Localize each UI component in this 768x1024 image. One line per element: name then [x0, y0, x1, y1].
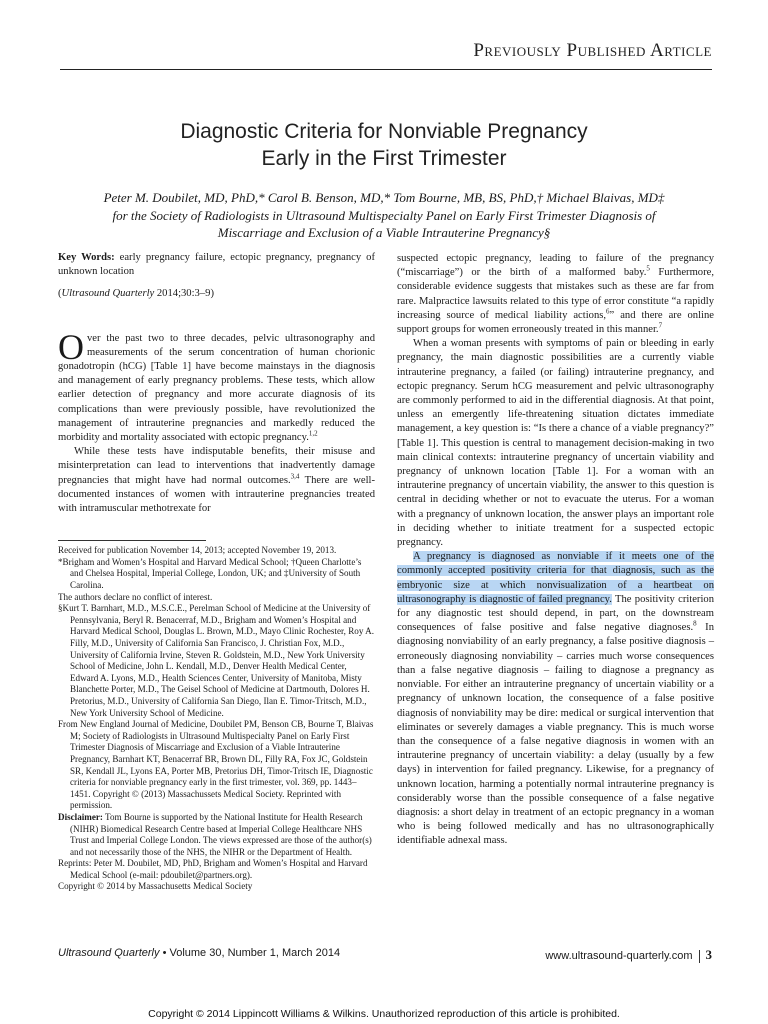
paragraph-text: There are well-documented instances of women with intrauterine pregnancies treated with intramuscular methotrexate for — [58, 474, 375, 515]
authors-line-3: Miscarriage and Exclusion of a Viable Intrauterine Pregnancy§ — [217, 225, 551, 240]
footer-separator — [699, 950, 700, 963]
footnote-source: From New England Journal of Medicine, Doubilet PM, Benson CB, Bourne T, Blaivas M; Society of Radiologists in Ultrasound Multispecialty Panel on Early First Trimester Diagnosis of Miscarriage and Exclusion of a Viable Intrauterine Pregnancy, Barnhart KT, Benacerraf BR, Brown DL, Filly RA, Fox JC, Goldstein SR, Kendall JL, Lyons EA, Porter MB, Pretorius DH, Timor-Tritsch IE, Diagnostic criteria for nonviable pregnancy early in the first trimester, vol. 369, pp. 1443–1451. Copyright © (2013) Massachussets Medical Society. Reprinted with permission. — [58, 719, 374, 811]
authors-line-1: Peter M. Doubilet, MD, PhD,* Carol B. Benson, MD,* Tom Bourne, MB, BS, PhD,† Michael Blaivas, MD‡ — [103, 190, 665, 205]
footer-bullet: • — [162, 947, 167, 959]
body-paragraph-4: When a woman presents with symptoms of pain or bleeding in early pregnancy, the main diagnostic possibilities are a currently viable intrauterine pregnancy, a failed (or failing) intrauterine pregnancy, and ectopic pregnancy. Serum hCG measurement and pelvic ultrasonography are commonly performed to aid in the differential diagnosis. At that point, unless an emergently life-threatening situation dictates immediate management, a key question is: “Is there a chance of a viable pregnancy?” [Table 1]. This question is central to management decision-making in two main clinical contexts: intrauterine pregnancy of uncertain viability and pregnancy of unknown location [Table 1]. For a woman with an intrauterine pregnancy of uncertain viability, the answer to this question is central in deciding whether or not to evacuate the uterus. For a woman with a pregnancy of unknown location, the answer plays an important role in deciding whether to initiate treatment for a suspected ectopic pregnancy. — [397, 338, 714, 549]
body-paragraph-3 — [397, 252, 714, 337]
footnote-reprints: Reprints: Peter M. Doubilet, MD, PhD, Brigham and Women’s Hospital and Harvard Medical School (e-mail: pdoubilet@partners.org). — [58, 858, 368, 880]
reference-sup: 7 — [658, 321, 663, 330]
footer-page-info — [545, 947, 712, 963]
section-header: Previously Published Article — [473, 40, 712, 61]
copyright-notice: Copyright © 2014 Lippincott Williams & Wilkins. Unauthorized reproduction of this article is prohibited. — [148, 1008, 620, 1020]
footnote-copyright: Copyright © 2014 by Massachusetts Medical Society — [58, 881, 253, 892]
footer-journal: Ultrasound Quarterly — [58, 947, 160, 959]
citation-journal: Ultrasound Quarterly — [61, 288, 155, 300]
disclaimer-text: Tom Bourne is supported by the National Institute for Health Research (NIHR) Biomedical Research Centre based at Imperial College Healthcare NHS Trust and Imperial College London. The views expressed are those of the author(s) and not necessarily those of the NHS, the NIHR or the Department of Health. — [70, 811, 372, 857]
body-paragraph-5 — [397, 550, 714, 848]
body-paragraph-2 — [58, 445, 375, 516]
keywords-label: Key Words: — [58, 252, 115, 263]
disclaimer-label: Disclaimer: — [58, 811, 103, 822]
paragraph-text: ver the past two to three decades, pelvic ultrasonography and measurements of the serum concentration of human chorionic gonadotropin (hCG) [Table 1] have become mainstays in the diagnosis and management of early pregnancy problems. These tests, which allow earlier detection of pregnancy and more accurate diagnosis of its complications than were previously possible, have revolutionized the management of intrauterine pregnancies and markedly reduced the morbidity and mortality associated with ectopic pregnancy. — [58, 332, 375, 444]
footnote-received: Received for publication November 14, 2013; accepted November 19, 2013. — [58, 545, 337, 556]
body-paragraph-1 — [58, 326, 375, 446]
header-rule — [60, 69, 712, 70]
footer-journal-info — [58, 947, 340, 959]
reference-sup: 5 — [646, 264, 650, 273]
highlighted-text[interactable]: A pregnancy is diagnosed as nonviable if it meets one of the commonly accepted positivity criteria for that diagnosis, such as the embryonic size at which nonvisualization of a heartbeat on ultrasonography is diagnostic of failed pregnancy. — [397, 551, 714, 605]
title-line-2: Early in the First Trimester — [261, 147, 507, 170]
paragraph-text: In diagnosing nonviability of an early pregnancy, a false positive diagnosis – erroneously diagnosing nonviability – carries much worse consequences than a false negative diagnosis – failing to diagnose a pregnancy as nonviable. For either an intrauterine pregnancy of uncertain viability or a pregnancy of unknown location, the consequence of a false positive diagnosis of nonviability may be dire: medical or surgical intervention that eliminates or severely damages a viable pregnancy. This is much worse than the consequence of a false negative diagnosis in women with an intrauterine pregnancy of uncertain viability: a delay (usually by a few days) in intervention for failed pregnancy. Likewise, for a pregnancy of unknown location, harming a potentially normal intrauterine pregnancy is considerably worse than the possible consequence of a false negative diagnosis: a short delay in treatment of an ectopic pregnancy in a woman who is being followed medically and has no ultrasonographically identifiable adnexal mass. — [397, 622, 714, 847]
footnotes — [58, 545, 375, 893]
footnote-disclaimer — [58, 812, 375, 858]
paragraph-text: suspected ectopic pregnancy, leading to failure of the pregnancy (“miscarriage”) or the birth of a malformed baby. — [397, 253, 714, 279]
paragraph-text: Furthermore, considerable evidence suggests that mistakes such as these are far from rare. Malpractice lawsuits related to this type of error constitute “a rapidly increasing source of medical liability actions, — [397, 267, 714, 321]
title-line-1: Diagnostic Criteria for Nonviable Pregnancy — [180, 120, 588, 143]
paragraph-text: ” and there are online support groups for women erroneously treated in this manner. — [397, 309, 714, 336]
article-title — [40, 118, 728, 172]
citation-rest: 2014;30:3–9) — [154, 288, 214, 300]
footer-issue: Volume 30, Number 1, March 2014 — [169, 947, 341, 959]
paragraph-text: The positivity criterion for any diagnostic test should depend, in part, on the downstream consequences of false positive and false negative diagnoses. — [397, 593, 714, 634]
right-column — [397, 252, 714, 849]
paragraph-text: While these tests have indisputable benefits, their misuse and misinterpretation can lead to interventions that inadvertently damage pregnancies that might have had normal outcomes. — [58, 446, 375, 486]
reference-sup: 6 — [606, 307, 610, 316]
left-column — [58, 251, 375, 893]
reference-sup: 3,4 — [290, 472, 300, 481]
drop-cap: O — [58, 326, 84, 367]
page-number: 3 — [705, 947, 712, 962]
author-list — [40, 189, 728, 242]
footnote-panel: §Kurt T. Barnhart, M.D., M.S.C.E., Perelman School of Medicine at the University of Pennsylvania, Beryl R. Benacerraf, M.D., Brigham and Women’s Hospital and Harvard Medical School, Douglas L. Brown, M.D., Mayo Clinic Rochester, Roy A. Filly, M.D., University of California San Francisco, J. Christian Fox, M.D., University of California Irvine, Steven R. Goldstein, M.D., New York University School of Medicine, John L. Kendall, M.D., Denver Health Medical Center, Edward A. Lyons, M.D., Health Sciences Center, University of Manitoba, Misty Blanchette Porter, M.D., The Geisel School of Medicine at Dartmouth, Dolores H. Pretorius, M.D., University of California San Diego, Ilan E. Timor-Tritsch, M.D., New York University School of Medicine. — [58, 603, 374, 718]
authors-line-2: for the Society of Radiologists in Ultrasound Multispecialty Panel on Early First Trimester Diagnosis of — [112, 207, 656, 223]
reference-sup: 1,2 — [308, 429, 318, 438]
citation-open: ( — [58, 288, 62, 300]
footer-website[interactable]: www.ultrasound-quarterly.com — [545, 950, 693, 962]
keywords — [58, 251, 375, 279]
citation — [58, 287, 375, 301]
footnote-affiliations: *Brigham and Women’s Hospital and Harvard Medical School; †Queen Charlotte’s and Chelsea Hospital, Imperial College, London, UK; and ‡University of South Carolina. — [58, 556, 362, 591]
footnote-conflict: The authors declare no conflict of interest. — [58, 591, 213, 602]
reference-sup: 8 — [693, 619, 697, 628]
footnote-rule — [58, 540, 206, 541]
keywords-text: early pregnancy failure, ectopic pregnancy, pregnancy of unknown location — [58, 252, 375, 278]
